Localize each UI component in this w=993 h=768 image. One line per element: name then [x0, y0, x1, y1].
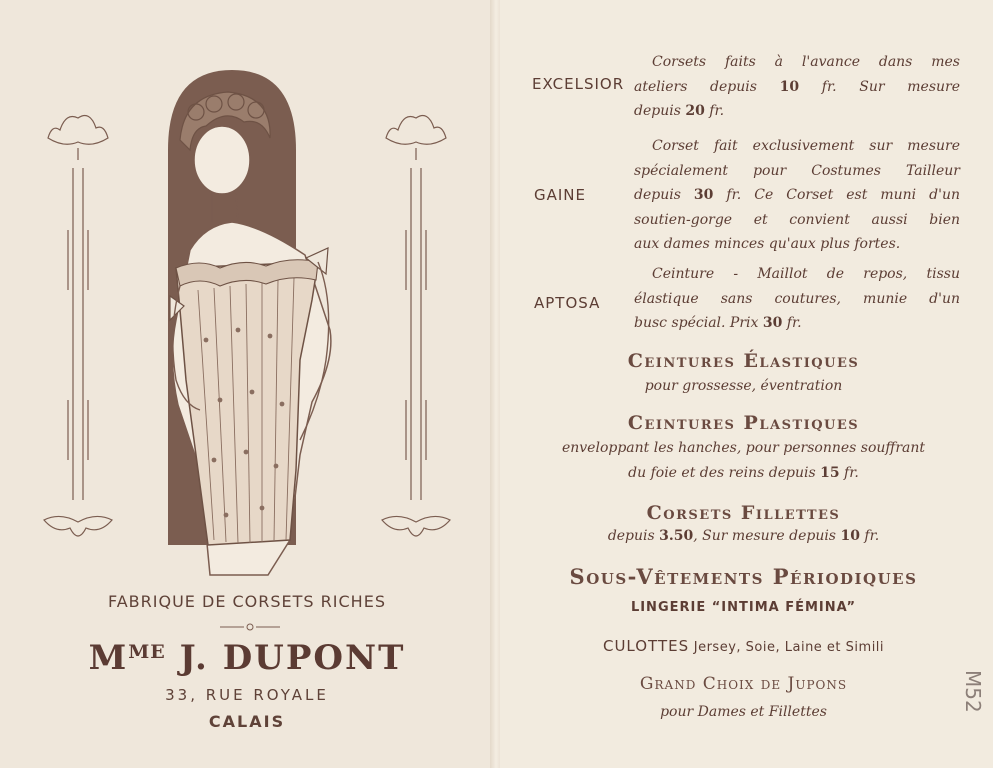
gaine-name: GAINE: [534, 186, 587, 204]
corsets-fillettes-line: depuis 3.50, Sur mesure depuis 10 fr.: [607, 528, 880, 544]
city: CALAIS: [208, 712, 286, 731]
figure-head: [194, 126, 250, 194]
left-ornament-column: [44, 116, 112, 536]
jupons-title: Grand Choix de Jupons: [639, 674, 848, 694]
aptosa-description: Ceinture - Maillot de repos, tissu élastique sans coutures, munie d'un busc spécial. Prix 30 fr.: [634, 266, 960, 331]
corsets-fillettes-title: Corsets Fillettes: [646, 502, 841, 524]
sous-vetements-title: Sous-Vêtements Périodiques: [569, 564, 918, 589]
ceintures-elastiques-line: pour grossesse, éventration: [644, 378, 843, 394]
right-ornament-column: [382, 116, 450, 536]
handwritten-note: [958, 668, 986, 732]
maker-name: $M^{ME}$ J. DUPONT: [88, 638, 406, 678]
ceintures-plastiques-line2: du foie et des reins depuis 15 fr.: [628, 465, 859, 481]
ceintures-plastiques-line1: enveloppant les hanches, pour personnes souffrant: [561, 440, 926, 456]
corset-illustration: [0, 0, 494, 590]
address: 33, RUE ROYALE: [165, 686, 329, 704]
gaine-description: Corset fait exclusivement sur mesure spécialement pour Costumes Tailleur depuis 30 fr. Ce Corset est muni d'un soutien-gorge et convient aussi bien aux dames minces qu'aux plus fortes.: [634, 138, 961, 252]
lingerie-line: LINGERIE “INTIMA FÉMINA”: [630, 600, 857, 615]
excelsior-name: EXCELSIOR: [532, 75, 625, 93]
excelsior-description: Corsets faits à l'avance dans mes ateliers depuis 10 fr. Sur mesure depuis 20 fr.: [634, 54, 960, 119]
fabrique-heading: FABRIQUE DE CORSETS RICHES: [108, 592, 386, 611]
ceintures-elastiques-title: Ceintures Élastiques: [627, 350, 860, 372]
aptosa-name: APTOSA: [534, 294, 601, 312]
ceintures-plastiques-title: Ceintures Plastiques: [627, 412, 860, 434]
culottes-line: CULOTTES Jersey, Soie, Laine et Simili: [602, 637, 885, 655]
jupons-line: pour Dames et Fillettes: [660, 704, 827, 720]
divider-ornament: [220, 622, 280, 632]
svg-text:M52: M52: [961, 670, 985, 713]
